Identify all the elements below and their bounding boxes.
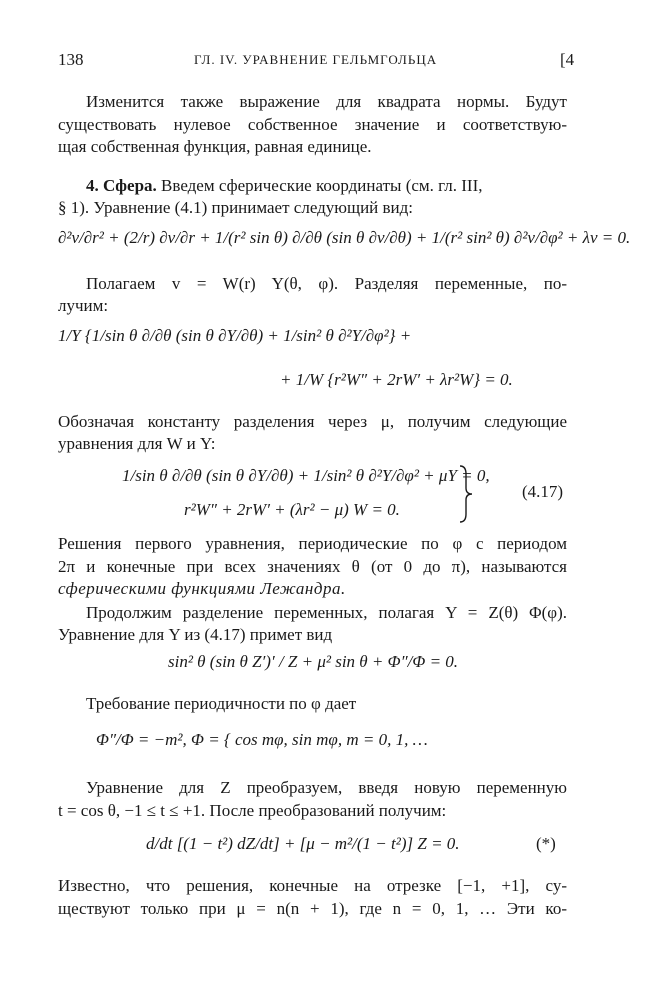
paragraph-line: Изменится также выражение для квадрата нормы. Будут [86,92,567,111]
paragraph-line: Требование периодичности по φ дает [86,694,357,713]
equation-legendre: d/dt [(1 − t²) dZ/dt] + [μ − m²/(1 − t²)] Z = 0. [146,834,460,853]
equation-laplace-spherical: ∂²v/∂r² + (2/r) ∂v/∂r + 1/(r² sin θ) ∂/∂θ (sin θ ∂v/∂θ) + 1/(r² sin² θ) ∂²v/∂φ² + λv = 0. [58,228,631,247]
paragraph-line: Обозначая константу разделения через μ, получим следующие [58,412,567,431]
chapter-title: ГЛ. IV. УРАВНЕНИЕ ГЕЛЬМГОЛЬЦА [194,52,438,67]
paragraph-line: § 1). Уравнение (4.1) принимает следующий вид: [58,198,414,217]
paragraph-line: существовать нулевое собственное значение и соответствую- [58,115,567,134]
equation-separated-line2: + 1/W {r²W″ + 2rW′ + λr²W} = 0. [280,370,513,389]
equation-417-line2: r²W″ + 2rW′ + (λr² − μ) W = 0. [184,500,400,519]
paragraph-line: Известно, что решения, конечные на отрезке [−1, +1], су- [58,876,567,895]
page-number: 138 [58,50,84,69]
paragraph-line: щая собственная функция, равная единице. [58,137,372,156]
paragraph-line-italic: сферическими функциями Лежандра. [58,579,346,598]
section-heading: 4. Сфера. [86,176,157,195]
paragraph-line: 2π и конечные при всех значениях θ (от 0 до π), называются [58,557,567,576]
right-brace-icon [458,464,474,524]
section-marker: [4 [560,50,575,69]
equation-phi-solution: Φ″/Φ = −m², Φ = { cos mφ, sin mφ, m = 0, 1, … [96,730,428,749]
equation-tag: (4.17) [522,482,564,501]
paragraph-text: Введем сферические координаты (см. гл. III, [161,176,483,195]
section-heading-line [86,176,567,196]
paragraph-line: ществуют только при μ = n(n + 1), где n = 0, 1, … Эти ко- [58,899,567,918]
paragraph-line: лучим: [58,296,109,315]
paragraph-line: уравнения для W и Y: [58,434,216,453]
equation-417-line1: 1/sin θ ∂/∂θ (sin θ ∂Y/∂θ) + 1/sin² θ ∂²Y/∂φ² + μY = 0, [122,466,490,485]
paragraph-line: Решения первого уравнения, периодические по φ с периодом [58,534,567,553]
paragraph-line: Продолжим разделение переменных, полагая Y = Z(θ) Φ(φ). [86,603,567,622]
paragraph-line: Полагаем v = W(r) Y(θ, φ). Разделяя переменные, по- [86,274,567,293]
equation-z-phi: sin² θ (sin θ Z′)′ / Z + μ² sin θ + Φ″/Φ = 0. [168,652,459,671]
paragraph-line: Уравнение для Y из (4.17) примет вид [58,625,333,644]
paragraph-line: Уравнение для Z преобразуем, введя новую переменную [86,778,567,797]
equation-tag: (*) [536,834,556,853]
paragraph-line: t = cos θ, −1 ≤ t ≤ +1. После преобразований получим: [58,801,447,820]
equation-separated-line1: 1/Y {1/sin θ ∂/∂θ (sin θ ∂Y/∂θ) + 1/sin² θ ∂²Y/∂φ²} + [58,326,412,345]
